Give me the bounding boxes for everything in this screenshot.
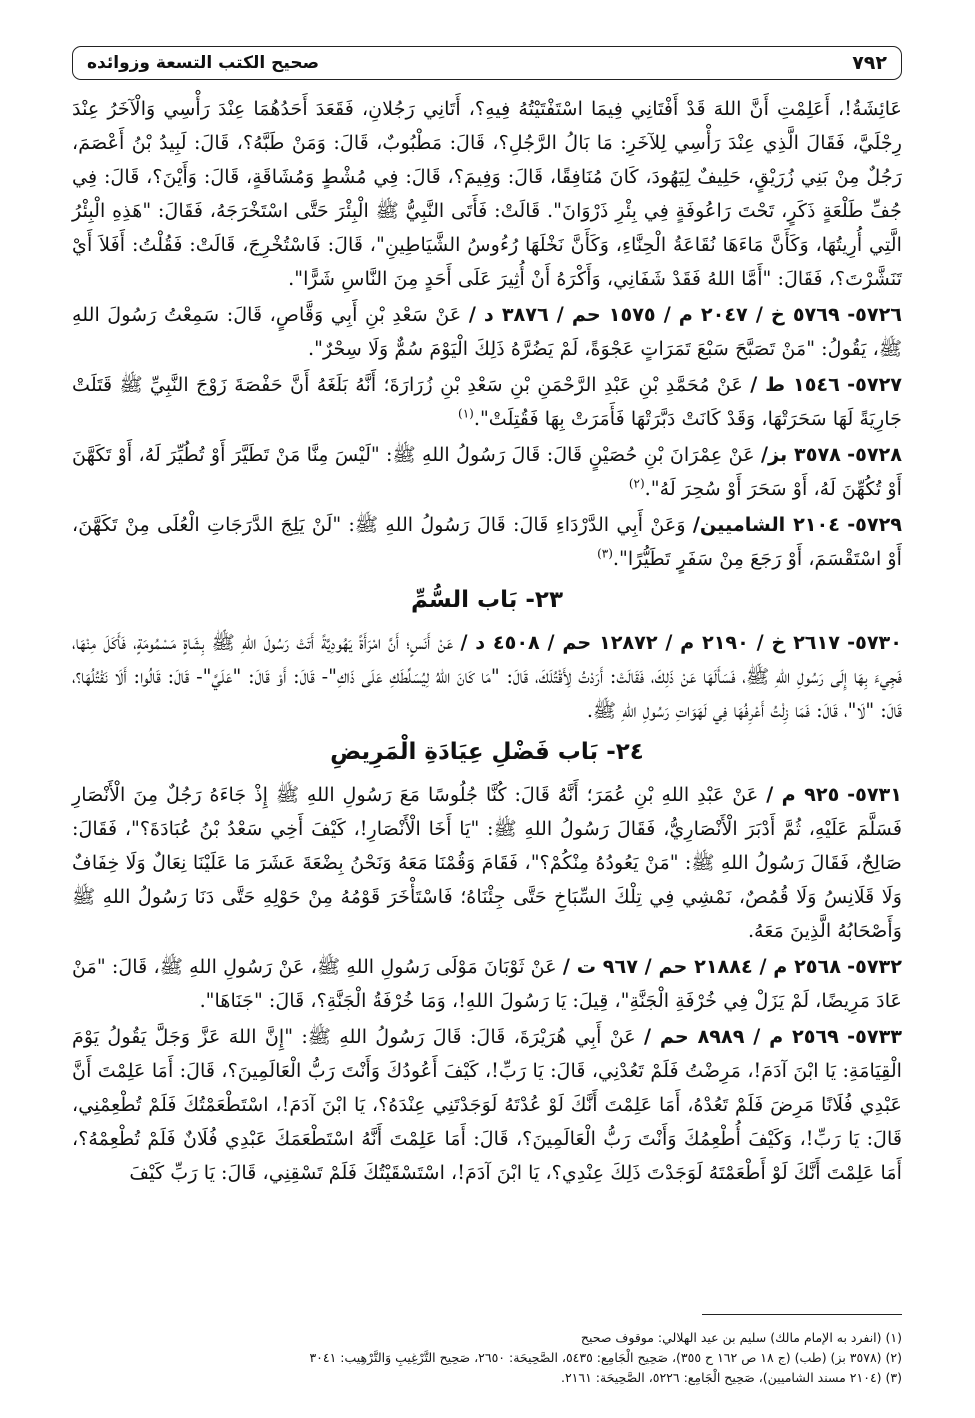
hadith-5728 [72,438,902,506]
hadith-refs: ١٥٤٦ ط / [750,373,840,396]
hadith-text: عَنْ عِمْرَانَ بْنِ حُصَيْنٍ قَالَ: قَالَ رَسُولُ اللهِ ﷺ: "لَيْسَ مِنَّا مَنْ تَطَيَّرَ أَوْ تُطُيِّرَ لَهُ، أَوْ تَكَهَّنَ أَوْ تُكُهِّنَ لَهُ، أَوْ سَحَرَ أَوْ سُحِرَ لَهُ". [72,443,902,500]
hadith-text: عَنْ مُحَمَّدِ بْنِ عَبْدِ الرَّحْمَنِ بْنِ سَعْدِ بْنِ زُرَارَةَ؛ أَنَّهُ بَلَغَهُ أَنَّ حَفْصَةَ زَوْجَ النَّبِيِّ ﷺ قَتَلَتْ جَارِيَةً لَهَا سَحَرَتْهَا، وَقَدْ كَانَتْ دَبَّرَتْهَا فَأَمَرَتْ بِهَا فَقُتِلَتْ". [72,373,902,430]
hadith-number: ٥٧٣٢- [847,955,902,978]
page-body [72,92,902,1190]
hadith-number: ٥٧٣٠- [847,631,902,654]
hadith-number: ٥٧٢٩- [847,513,903,536]
hadith-refs: ٢٦١٧ خ / ٢١٩٠ م / ١٢٨٧٢ حم / ٤٥٠٨ د / [460,631,840,654]
footnote-1: (١) (انفرد به الإمام مالك) سليم بن عيد الهلالي: موقوف صحيح [580,1330,902,1345]
chapter-heading-poison: ٢٣- بَاب السُّمِّ [411,587,563,613]
hadith-refs: ٢٥٦٨ م / ٢١٨٨٤ حم / ٩٦٧ ت / [562,955,841,978]
hadith-5732 [72,950,902,1018]
hadith-text: عَنْ أَبِي هُرَيْرَةَ، قَالَ: قَالَ رَسُولُ اللهِ ﷺ: "إِنَّ اللهَ عَزَّ وَجَلَّ يَقُولُ يَوْمَ الْقِيَامَةِ: يَا ابْنَ آدَمَ!، مَرِضْتُ فَلَمْ تَعُدْنِي، قَالَ: يَا رَبِّ!، كَيْفَ أَعُودُكَ وَأَنْتَ رَبُّ الْعَالَمِينَ؟، قَالَ: أَمَا عَلِمْتَ أَنَّ عَبْدِي فُلَانًا مَرِضَ فَلَمْ تَعُدْهُ، أَمَا عَلِمْتَ أَنَّكَ لَوْ عُدْتَهُ لَوَجَدْتَنِي عِنْدَهُ؟، يَا ابْنَ آدَمَ!، اسْتَطْعَمْتُكَ فَلَمْ تُطْعِمْنِي، قَالَ: يَا رَبِّ!، وَكَيْفَ أُطْعِمُكَ وَأَنْتَ رَبُّ الْعَالَمِينَ؟، قَالَ: أَمَا عَلِمْتَ أَنَّهُ اسْتَطْعَمَكَ عَبْدِي فُلَانٌ فَلَمْ تُطْعِمْهُ؟، أَمَا عَلِمْتَ أَنَّكَ لَوْ أَطْعَمْتَهُ لَوَجَدْتَ ذَلِكَ عِنْدِي؟، يَا ابْنَ آدَمَ!، اسْتَسْقَيْتُكَ فَلَمْ تَسْقِنِي، قَالَ: يَا رَبِّ كَيْفَ [72,1025,902,1184]
hadith-refs: ٥٧٦٩ خ / ٢٠٤٧ م / ١٥٧٥ حم / ٣٨٧٦ د / [468,303,840,326]
footnote-marker: (٣) [597,546,613,561]
hadith-number: ٥٧٢٨- [847,443,902,466]
hadith-text: عَنْ عَبْدِ اللهِ بْنِ عُمَرَ؛ أَنَّهُ قَالَ: كُنَّا جُلُوسًا مَعَ رَسُولِ اللهِ ﷺ إِذْ جَاءَهُ رَجُلٌ مِنَ الْأَنْصَارِ فَسَلَّمَ عَلَيْهِ، ثُمَّ أَدْبَرَ الْأَنْصَارِيُّ، فَقَالَ رَسُولُ اللهِ ﷺ: "يَا أَخَا الْأَنْصَارِ!، كَيْفَ أَخِي سَعْدُ بْنُ عُبَادَةَ؟"، فَقَالَ: صَالِحٌ، فَقَالَ رَسُولُ اللهِ ﷺ: "مَنْ يَعُودُهُ مِنْكُمْ؟"، فَقَامَ وَقُمْنَا مَعَهُ وَنَحْنُ بِضْعَةَ عَشَرَ مَا عَلَيْنَا نِعَالٌ وَلَا خِفَافٌ وَلَا قَلَانِسُ وَلَا قُمُصٌ، نَمْشِي فِي تِلْكَ السِّبَاخِ حَتَّى جِئْنَاهُ؛ فَاسْتَأْخَرَ قَوْمُهُ مِنْ حَوْلِهِ حَتَّى دَنَا رَسُولُ اللهِ ﷺ وَأَصْحَابُهُ الَّذِينَ مَعَهُ. [72,783,902,942]
chapter-heading-visiting-sick: ٢٤- بَاب فَضْلِ عِيَادَةِ الْمَرِيضِ [330,739,644,765]
hadith-refs: ٢١٠٤ الشاميين/ [692,513,840,536]
page-number: ٧٩٢ [852,52,887,74]
footnote-2: (٢) (٣٥٧٨ بز) (طب) (ج ١٨ ص ١٦٢ ح ٣٥٥)، صَحِيح الْجَامِع: ٥٤٣٥، الصَّحِيحَة: ٢٦٥٠، صَحِيح التَّرْغِيبِ وَالتَّرْهِيب: ٣٠٤١ [309,1350,902,1365]
footnote-3: (٣) (٢١٠٤ مسند الشاميين)، صَحِيح الْجَامِع: ٥٢٢٦، الصَّحِيحَة: ٢١٦١. [560,1370,902,1385]
hadith-number: ٥٧٣١- [847,783,902,806]
hadith-text: عَنْ أَنَسٍ؛ أَنَّ امْرَأَةً يَهُودِيَّةً أَتَتْ رَسُولَ اللهِ ﷺ بِشَاةٍ مَسْمُومَةٍ، فَأَكَلَ مِنْهَا، فَجِيءَ بِهَا إِلَى رَسُولِ اللهِ ﷺ، فَسَأَلَهَا عَنْ ذَلِكَ، فَقَالَتْ: أَرَدْتُ لِأَقْتُلَكَ، قَالَ: "مَا كَانَ اللهُ لِيُسَلِّطَكِ عَلَى ذَاكِ"- قَالَ: أَوْ قَالَ: "عَلَيَّ"- قَالَ: قَالُوا: أَلَا نَقْتُلُهَا؟، قَالَ: "لَا"، قَالَ: فَمَا زِلْتُ أَعْرِفُهَا فِي لَهَوَاتِ رَسُولِ اللهِ ﷺ. [72,631,902,722]
hadith-text: عَنْ ثَوْبَانَ مَوْلَى رَسُولِ اللهِ ﷺ، عَنْ رَسُولِ اللهِ ﷺ، قَالَ: "مَنْ عَادَ مَرِيضًا، لَمْ يَزَلْ فِي خُرْفَةِ الْجَنَّةِ"، قِيلَ: يَا رَسُولَ اللهِ!، وَمَا خُرْفَةُ الْجَنَّةِ؟، قَالَ: "جَنَاهَا". [72,955,902,1012]
footnote-divider [702,1314,902,1315]
hadith-5733 [72,1020,902,1190]
footnotes [72,1328,902,1388]
hadith-number: ٥٧٣٣- [847,1025,902,1048]
page-header [72,46,902,80]
hadith-5729 [72,508,902,576]
hadith-5730 [72,626,902,728]
hadith-refs: ٩٢٥ م / [766,783,840,806]
continued-hadith-text: عَائِشَةُ!، أَعَلِمْتِ أَنَّ اللهَ قَدْ أَفْتَانِي فِيمَا اسْتَفْتَيْتُهُ فِيهِ؟، أَتَانِي رَجُلانِ، فَقَعَدَ أَحَدُهُمَا عِنْدَ رَأْسِي وَالْآخَرُ عِنْدَ رِجْلَيَّ، فَقَالَ الَّذِي عِنْدَ رَأْسِي لِلآخَرِ: مَا بَالُ الرَّجُلِ؟، قَالَ: مَطْبُوبٌ، قَالَ: وَمَنْ طَبَّهُ؟، قَالَ: لَبِيدُ بْنُ أَعْصَمَ، رَجُلٌ مِنْ بَنِي زُرَيْقٍ، حَلِيفٌ لِيَهُودَ، كَانَ مُنَافِقًا، قَالَ: وَفِيمَ؟، قَالَ: فِي مُشْطٍ وَمُشَاقَةٍ، قَالَ: وَأَيْنَ؟، قَالَ: فِي جُفِّ طَلْعَةٍ ذَكَرٍ، تَحْتَ رَاعُوفَةٍ فِي بِئْرِ ذَرْوَانَ". قَالَتْ: فَأَتَى النَّبِيُّ ﷺ الْبِئْرَ حَتَّى اسْتَخْرَجَهُ، فَقَالَ: "هَذِهِ الْبِئْرُ الَّتِي أُرِيتُهَا، وَكَأَنَّ مَاءَهَا نُقَاعَةُ الْحِنَّاءِ، وَكَأَنَّ نَخْلَهَا رُءُوسُ الشَّيَاطِينِ"، قَالَ: فَاسْتُخْرِجَ، قَالَتْ: فَقُلْتُ: أَفَلاَ أَيْ تَنَشَّرْتَ؟، فَقَالَ: "أَمَّا اللهُ فَقَدْ شَفَانِي، وَأَكْرَهُ أَنْ أُثِيرَ عَلَى أَحَدٍ مِنَ النَّاسِ شَرًّا". [72,97,902,290]
hadith-number: ٥٧٢٧- [847,373,902,396]
footnote-marker: (١) [458,406,474,421]
hadith-refs: ٣٥٧٨ بز/ [761,443,841,466]
footnote-marker: (٢) [628,476,645,491]
book-page [72,46,902,1386]
hadith-refs: ٢٥٦٩ م / ٨٩٨٩ حم / [644,1025,839,1048]
hadith-text: عَنْ سَعْدِ بْنِ أَبِي وَقَّاصٍ، قَالَ: سَمِعْتُ رَسُولَ اللهِ ﷺ، يَقُولُ: "مَنْ تَصَبَّحَ سَبْعَ تَمَرَاتٍ عَجْوَةً، لَمْ يَضُرَّهُ ذَلِكَ الْيَوْمَ سُمٌّ وَلَا سِحْرٌ". [72,303,902,360]
hadith-text: وَعَنْ أَبِي الدَّرْدَاءِ قَالَ: قَالَ رَسُولُ اللهِ ﷺ: "لَنْ يَلِجَ الدَّرَجَاتِ الْعُلَى مِنْ تَكَهَّنَ، أَوْ اسْتَقْسَمَ، أَوْ رَجَعَ مِنْ سَفَرٍ تَطَيُّرًا". [72,513,902,570]
hadith-5726 [72,298,902,366]
hadith-5727 [72,368,902,436]
hadith-5731 [72,778,902,948]
book-title: صحيح الكتب التسعة وزوائده [87,53,319,73]
hadith-number: ٥٧٢٦- [847,303,903,326]
